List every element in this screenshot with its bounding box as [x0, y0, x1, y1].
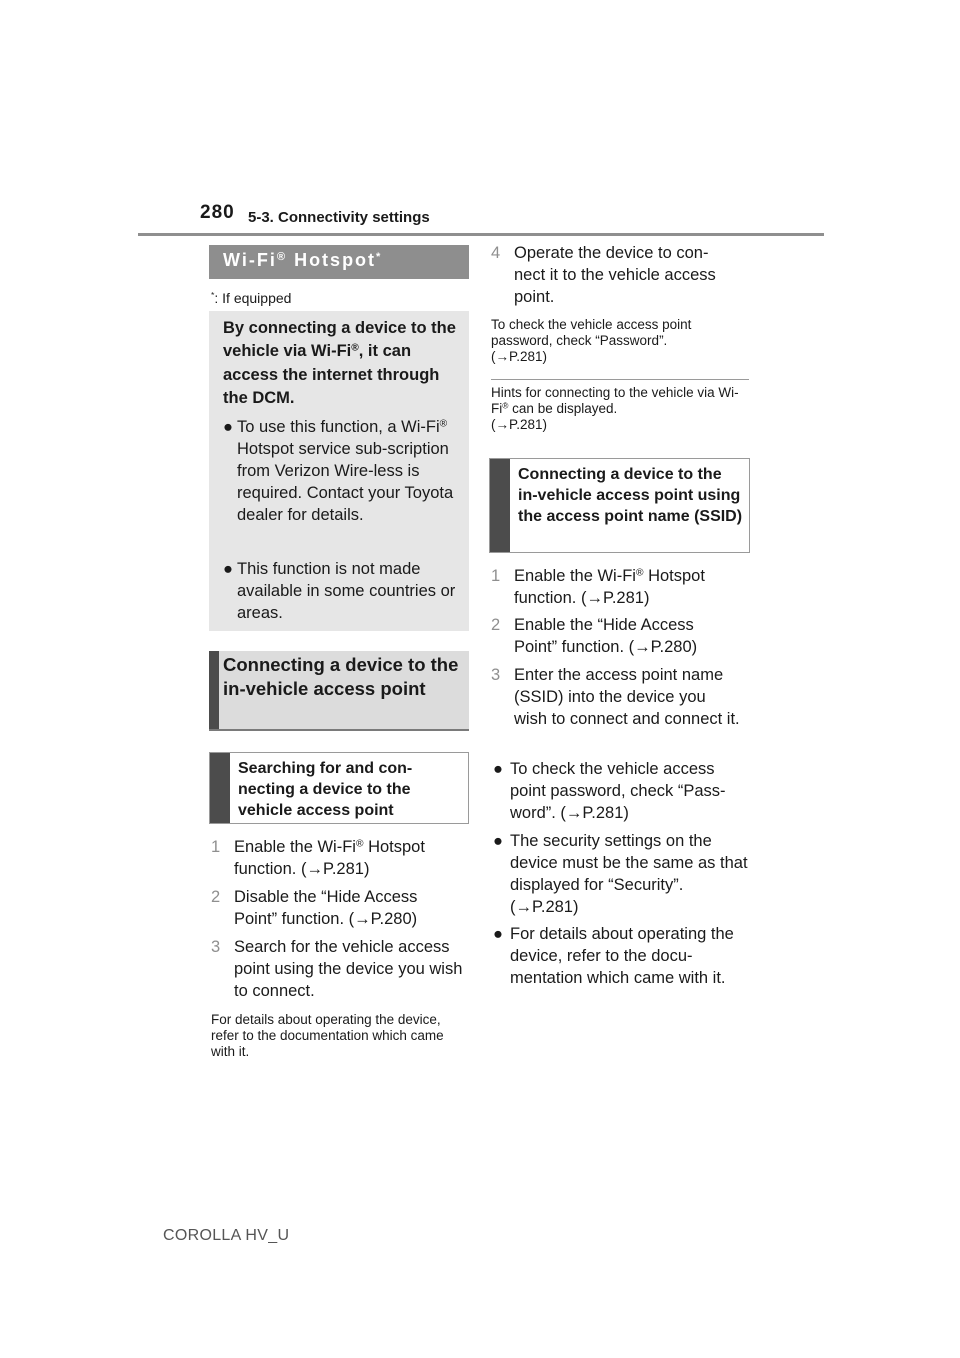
left-step-2: 2 Disable the “Hide Access Point” function. (→P.280)	[211, 888, 418, 928]
right-step-1: 1 Enable the Wi-Fi® Hotspot function. (→P.281)	[491, 567, 705, 607]
note-hints: Hints for connecting to the vehicle via Wi-Fi® can be displayed. (→P.281)	[491, 385, 739, 432]
intro-text: By connecting a device to the vehicle via Wi-Fi®, it can access the internet through the DCM.	[223, 319, 456, 407]
right-bullet-documentation: ● For details about operating the device, refer to the docu-mentation which came with it.	[493, 925, 734, 987]
left-step-1: 1 Enable the Wi-Fi® Hotspot function. (→P.281)	[211, 838, 425, 878]
heading-searching-device: Searching for and con-necting a device to the vehicle access point	[209, 752, 469, 824]
header-rule	[138, 233, 824, 236]
left-step-3: 3 Search for the vehicle access point using the device you wish to connect.	[211, 938, 463, 1000]
right-bullet-security: ● The security settings on the device must be the same as that displayed for “Security”. (→P.281)	[493, 832, 748, 916]
bullet-icon: ●	[223, 418, 233, 436]
intro-bullet-availability: ● This function is not made available in some countries or areas.	[223, 560, 456, 622]
right-step-2: 2 Enable the “Hide Access Point” function. (→P.280)	[491, 616, 698, 656]
bullet-icon: ●	[493, 832, 503, 850]
right-bullet-password: ● To check the vehicle access point password, check “Pass-word”. (→P.281)	[493, 760, 726, 822]
left-note: For details about operating the device, refer to the documentation which came with it.	[211, 1012, 444, 1059]
heading-ssid: Connecting a device to the in-vehicle access point using the access point name (SSID)	[489, 458, 750, 553]
wifi-hotspot-title: Wi-Fi® Hotspot*	[209, 245, 469, 279]
footer-model: COROLLA HV_U	[163, 1227, 290, 1244]
divider	[491, 379, 749, 380]
intro-box	[209, 311, 469, 631]
page-number: 280	[200, 202, 235, 223]
bullet-icon: ●	[223, 560, 233, 578]
bullet-icon: ●	[493, 925, 503, 943]
section-title: 5-3. Connectivity settings	[248, 209, 430, 226]
footnote: *: If equipped	[211, 290, 292, 306]
intro-bullet-subscription: ● To use this function, a Wi-Fi® Hotspot service sub-scription from Verizon Wire-less is required. Contact your Toyota dealer for details.	[223, 418, 454, 524]
right-step-4: 4 Operate the device to con-nect it to the vehicle access point.	[491, 244, 716, 306]
heading-connecting-device: Connecting a device to the in-vehicle access point	[209, 651, 469, 731]
note-password: To check the vehicle access point password, check “Password”. (→P.281)	[491, 317, 692, 364]
bullet-icon: ●	[493, 760, 503, 778]
right-step-3: 3 Enter the access point name (SSID) into the device you wish to connect and connect it.	[491, 666, 740, 728]
